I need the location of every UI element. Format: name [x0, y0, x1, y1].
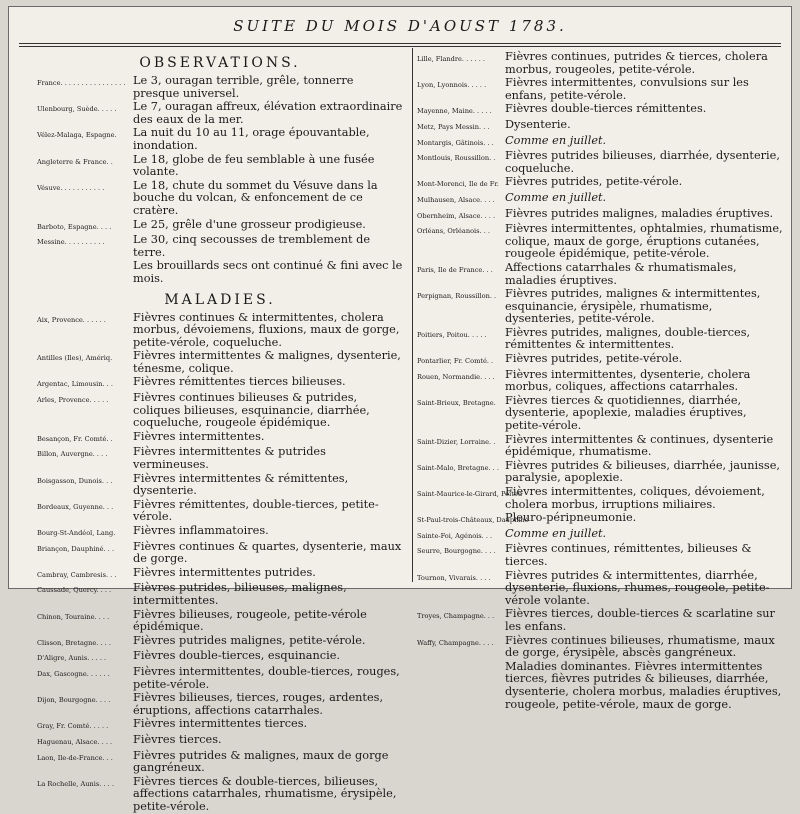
place-name — [417, 661, 505, 711]
entry-row — [417, 223, 785, 261]
place-name: Chinon, Touraine. . . . — [37, 612, 110, 621]
place-name: Bourg-St-Andéol, Lang. — [37, 529, 116, 537]
place-name: Pontarlier, Fr. Comté. . — [417, 357, 494, 366]
entry-row — [417, 262, 785, 287]
place-name: Vélez-Malaga, Espagne. — [37, 131, 117, 140]
entry-row — [37, 567, 403, 582]
entry-text: Fièvres putrides & intermittentes, diarrhée, dysenterie, fluxions, rhumes, rougeole, petite-vérole volante. — [505, 568, 770, 607]
entry-text: Fièvres double-tierces, esquinancie. — [133, 649, 340, 663]
entry-text: Fièvres bilieuses, tierces, rouges, ardentes, éruptions, affections catarrhales. — [133, 691, 384, 717]
entry-row — [37, 101, 403, 126]
entry-row — [417, 395, 785, 433]
entry-text: Fièvres putrides, malignes, double-tierces, rémittentes & intermittentes. — [505, 325, 751, 352]
place-name: Montlouis, Roussillon. . — [417, 154, 496, 163]
entry-row — [37, 392, 403, 430]
entry-text: Fièvres continues bilieuses, rhumatisme, maux de gorge, érysipèle, abscès gangréneux. — [505, 633, 775, 660]
entry-text: Maladies dominantes. Fièvres intermittentes tierces, fièvres putrides & bilieuses, diarrhée, dysenterie, cholera morbus, maladies éruptives, rougeole, petite-vérole, maux de gorge. — [505, 659, 782, 711]
entry-row — [37, 180, 403, 218]
header-rule — [19, 43, 781, 44]
entry-text: Affections catarrhales & rhumatismales, maladies éruptives. — [505, 260, 737, 287]
entry-row — [417, 486, 785, 511]
entry-row — [37, 609, 403, 634]
place-name: Briançon, Dauphiné. . . — [37, 544, 115, 553]
entry-text: Le 18, globe de feu semblable à une fusée volante. — [133, 152, 375, 179]
place-name: St-Paul-trois-Châteaux, Dauphiné — [417, 516, 529, 525]
entry-text: Fièvres putrides, malignes & intermittentes, esquinancie, érysipèle, rhumatisme, dysenteries, petite-vérole. — [505, 287, 761, 326]
entry-text: Fièvres intermittentes & rémittentes, dysenterie. — [133, 471, 349, 498]
place-name: Laon, Ile-de-France. . . — [37, 753, 113, 762]
entry-row — [37, 582, 403, 607]
right-column — [417, 51, 785, 712]
entry-text: Fièvres tierces. — [133, 732, 222, 746]
place-name: Vésuve. . . . . . . . . . . — [37, 183, 105, 192]
entry-row — [37, 376, 403, 391]
column-divider — [412, 48, 413, 582]
entry-row — [37, 635, 403, 650]
place-name: Montargis, Gâtinois. . . — [417, 138, 494, 147]
place-name: Paris, Ile de France. . . — [417, 265, 493, 274]
entry-row — [417, 150, 785, 175]
place-name: La Rochelle, Aunis. . . . — [37, 779, 114, 788]
entry-text: Fièvres continues bilieuses & putrides, coliques bilieuses, esquinancie, diarrhée, coqueluche, rougeole épidémique. — [133, 391, 370, 430]
entry-row — [417, 119, 785, 134]
place-name: Billon, Auvergne. . . . — [37, 450, 108, 459]
place-name: Rouen, Normandie. . . . — [417, 372, 495, 381]
place-name — [37, 260, 133, 285]
entry-text: Fièvres putrides, petite-vérole. — [505, 175, 683, 189]
entry-text: Fièvres intermittentes, ophtalmies, rhumatisme, colique, maux de gorge, éruptions cutanées, rougeole épidémique, petite-vérole. — [505, 222, 783, 261]
journal-page — [8, 6, 792, 813]
place-name: Dax, Gascogne. . . . . . — [37, 669, 110, 678]
entry-text: Fièvres putrides bilieuses, diarrhée, dysenterie, coqueluche. — [505, 149, 780, 175]
entry-text: Comme en juillet. — [505, 190, 607, 204]
entry-text: La nuit du 10 au 11, orage épouvantable, inondation. — [133, 126, 370, 152]
entry-row — [417, 353, 785, 368]
entry-text: Fièvres intermittentes tierces. — [133, 717, 308, 731]
entry-row — [37, 541, 403, 566]
place-name: Obernheim, Alsace. . . . — [417, 211, 496, 220]
entry-text: Le 18, chute du sommet du Vésuve dans la bouche du volcan, & enfoncement de ce cratère. — [133, 178, 378, 217]
entry-row — [37, 260, 403, 285]
entry-text: Fièvres rémittentes tierces bilieuses. — [133, 375, 346, 389]
place-name: Cambray, Cambresis. . . — [37, 570, 117, 579]
place-name: Arles, Provence. . . . . — [37, 396, 109, 405]
place-name: Waffy, Champagne. . . . — [417, 638, 494, 647]
observations-list — [37, 75, 403, 286]
place-name: France. . . . . . . . . . . . . . . . — [37, 79, 126, 87]
entry-row — [37, 446, 403, 471]
entry-row — [37, 127, 403, 152]
place-name: Orléans, Orléanois. . . — [417, 227, 491, 236]
entry-row — [37, 499, 403, 524]
entry-row — [37, 219, 403, 234]
place-name: Besançon, Fr. Comté. . — [37, 434, 113, 443]
entry-text: Fièvres tierces & double-tierces, bilieuses, affections catarrhales, rhumatisme, érysipèle, petite-vérole. — [133, 774, 397, 813]
entry-text: Fièvres intermittentes, convulsions sur les enfans, petite-vérole. — [505, 76, 749, 102]
entry-text: Fièvres continues & intermittentes, cholera morbus, dévoiemens, fluxions, maux de gorge, petite-vérole, coqueluche. — [133, 310, 400, 349]
entry-text: Fièvres intermittentes & continues, dysenterie épidémique, rhumatisme. — [505, 432, 774, 459]
entry-row — [37, 75, 403, 100]
entry-text: Fièvres putrides malignes, petite-vérole. — [133, 633, 366, 647]
place-name: Argentac, Limousin. . . — [37, 380, 113, 389]
running-head: SUITE DU MOIS D'AOUST 1783. — [233, 17, 567, 35]
entry-text: Dysenterie. — [505, 117, 571, 131]
place-name: Antilles (Iles), Amériq. — [37, 354, 113, 363]
entry-row — [417, 327, 785, 352]
entry-text: Fièvres rémittentes, double-tierces, petite-vérole. — [133, 497, 379, 524]
entry-row — [417, 434, 785, 459]
place-name: Bordeaux, Guyenne. . . — [37, 502, 114, 511]
place-name: Mayenne, Maine. . . . . — [417, 107, 492, 116]
place-name: Haguenau, Alsace. . . . — [37, 737, 113, 746]
entry-text: Fièvres intermittentes, coliques, dévoiement, cholera morbus, irruptions miliaires. — [505, 485, 765, 511]
entry-row — [417, 543, 785, 568]
entry-text: Pleuro-péripneumonie. — [505, 511, 637, 525]
entry-row — [37, 776, 403, 814]
entry-text: Le 7, ouragan affreux, élévation extraordinaire des eaux de la mer. — [133, 100, 403, 126]
place-name: Sainte-Foi, Agénois. . . — [417, 531, 493, 540]
place-name: Messine. . . . . . . . . . — [37, 238, 105, 247]
maladies-heading: MALADIES. — [164, 291, 276, 308]
place-name: Barboto, Espagne. . . . — [37, 222, 112, 231]
entry-row — [37, 154, 403, 179]
place-name: Tournon, Vivarais. . . . — [417, 573, 491, 582]
entry-row — [417, 528, 785, 543]
entry-text: Fièvres intermittentes putrides. — [133, 565, 316, 579]
entry-row — [417, 661, 785, 711]
entry-text: Fièvres tierces & quotidiennes, diarrhée, dysenterie, apoplexie, maladies éruptives, petite-vérole. — [505, 393, 747, 433]
place-name: Ulenbourg, Suède. . . . . — [37, 105, 117, 114]
entry-text: Fièvres inflammatoires. — [133, 524, 269, 537]
place-name: Angleterre & France. . — [37, 157, 113, 166]
place-name: Lyon, Lyonnois. . . . . — [417, 81, 487, 90]
place-name: Lille, Flandre. . . . . . — [417, 55, 485, 63]
place-name: Saint-Dizier, Lorraine. . — [417, 437, 496, 446]
place-name: Mulhausen, Alsace. . . . — [417, 195, 495, 204]
entry-text: Comme en juillet. — [505, 526, 607, 540]
place-name: Gray, Fr. Comté. . . . . — [37, 722, 109, 731]
entry-text: Le 25, grêle d'une grosseur prodigieuse. — [133, 217, 366, 231]
entry-row — [417, 176, 785, 191]
left-column — [37, 51, 403, 814]
place-name: Saint-Malo, Bretagne. . . — [417, 463, 499, 472]
entry-text: Fièvres continues & quartes, dysenterie, maux de gorge. — [133, 539, 402, 566]
entry-row — [37, 666, 403, 691]
entry-row — [37, 473, 403, 498]
entry-text: Fièvres putrides, petite-vérole. — [505, 352, 683, 366]
place-name: Metz, Pays Messin. . . — [417, 122, 490, 131]
place-name: Perpignan, Roussillon. . — [417, 292, 497, 301]
header-rule-double — [19, 46, 781, 47]
entry-text: Fièvres continues, putrides & tierces, cholera morbus, rougeoles, petite-vérole. — [505, 50, 768, 76]
entry-row — [417, 460, 785, 485]
place-name: Mont-Morenci, Ile de Fr. — [417, 180, 499, 189]
entry-row — [417, 608, 785, 633]
entry-row — [37, 312, 403, 350]
entry-text: Fièvres intermittentes & putrides vermineuses. — [133, 445, 326, 472]
entry-text: Fièvres intermittentes, double-tierces, rouges, petite-vérole. — [133, 664, 400, 691]
entry-row — [417, 512, 785, 527]
place-name: Aix, Provence. . . . . . — [37, 315, 106, 324]
entry-text: Fièvres putrides & malignes, maux de gorge gangréneux. — [133, 748, 389, 775]
entry-row — [37, 525, 403, 540]
entry-text: Fièvres continues, rémittentes, bilieuses & tierces. — [505, 542, 752, 568]
place-name: Poitiers, Poitou. . . . . — [417, 330, 487, 339]
entry-row — [37, 692, 403, 717]
entry-text: Le 3, ouragan terrible, grêle, tonnerre presque universel. — [133, 74, 354, 100]
observations-heading: OBSERVATIONS. — [139, 55, 301, 71]
entry-text: Fièvres intermittentes, dysenterie, cholera morbus, coliques, affections catarrhales. — [505, 367, 751, 394]
entry-text: Fièvres bilieuses, rougeole, petite-vérole épidémique. — [133, 607, 367, 634]
entry-row — [417, 77, 785, 102]
entry-row — [417, 369, 785, 394]
place-name: Caussade, Quercy. . . . — [37, 586, 112, 595]
entry-row — [417, 288, 785, 326]
entry-text: Fièvres putrides malignes, maladies éruptives. — [505, 206, 774, 220]
entry-text: Fièvres intermittentes & malignes, dysenterie, ténesme, colique. — [133, 349, 401, 375]
place-name: Boisgasson, Dunois. . . — [37, 476, 113, 485]
place-name: Saint-Brieux, Bretagne. — [417, 398, 496, 407]
entry-row — [417, 192, 785, 207]
entry-row — [37, 650, 403, 665]
place-name: D'Aligre, Aunis. . . . . — [37, 654, 107, 663]
entry-text: Fièvres intermittentes. — [133, 429, 265, 443]
entry-row — [37, 734, 403, 749]
entry-row — [37, 350, 403, 375]
maladies-list-continued — [417, 51, 785, 711]
entry-row — [417, 635, 785, 660]
entry-text: Le 30, cinq secousses de tremblement de terre. — [133, 233, 371, 259]
entry-row — [417, 208, 785, 223]
entry-text: Fièvres putrides & bilieuses, diarrhée, jaunisse, paralysie, apoplexie. — [505, 458, 780, 485]
entry-row — [37, 750, 403, 775]
maladies-list — [37, 312, 403, 814]
place-name: Dijon, Bourgogne. . . . — [37, 696, 111, 705]
entry-text: Fièvres double-tierces rémittentes. — [505, 102, 707, 116]
entry-row — [417, 103, 785, 118]
entry-text: Fièvres putrides, bilieuses, malignes, intermittentes. — [133, 581, 347, 607]
entry-text: Comme en juillet. — [505, 133, 607, 147]
place-name: Saint-Maurice-le-Girard, Poitou — [417, 490, 523, 498]
entry-text: Fièvres tierces, double-tierces & scarlatine sur les enfans. — [505, 607, 775, 633]
place-name: Seurre, Bourgogne. . . . — [417, 547, 496, 556]
entry-row — [417, 135, 785, 150]
entry-row — [417, 51, 785, 76]
entry-row — [37, 234, 403, 259]
entry-row — [37, 431, 403, 446]
entry-row — [37, 718, 403, 733]
place-name: Troyes, Champagne. . . — [417, 612, 495, 621]
entry-row — [417, 570, 785, 608]
place-name: Clisson, Bretagne. . . . — [37, 638, 111, 647]
entry-text: Les brouillards secs ont continué & fini avec le mois. — [133, 259, 403, 285]
